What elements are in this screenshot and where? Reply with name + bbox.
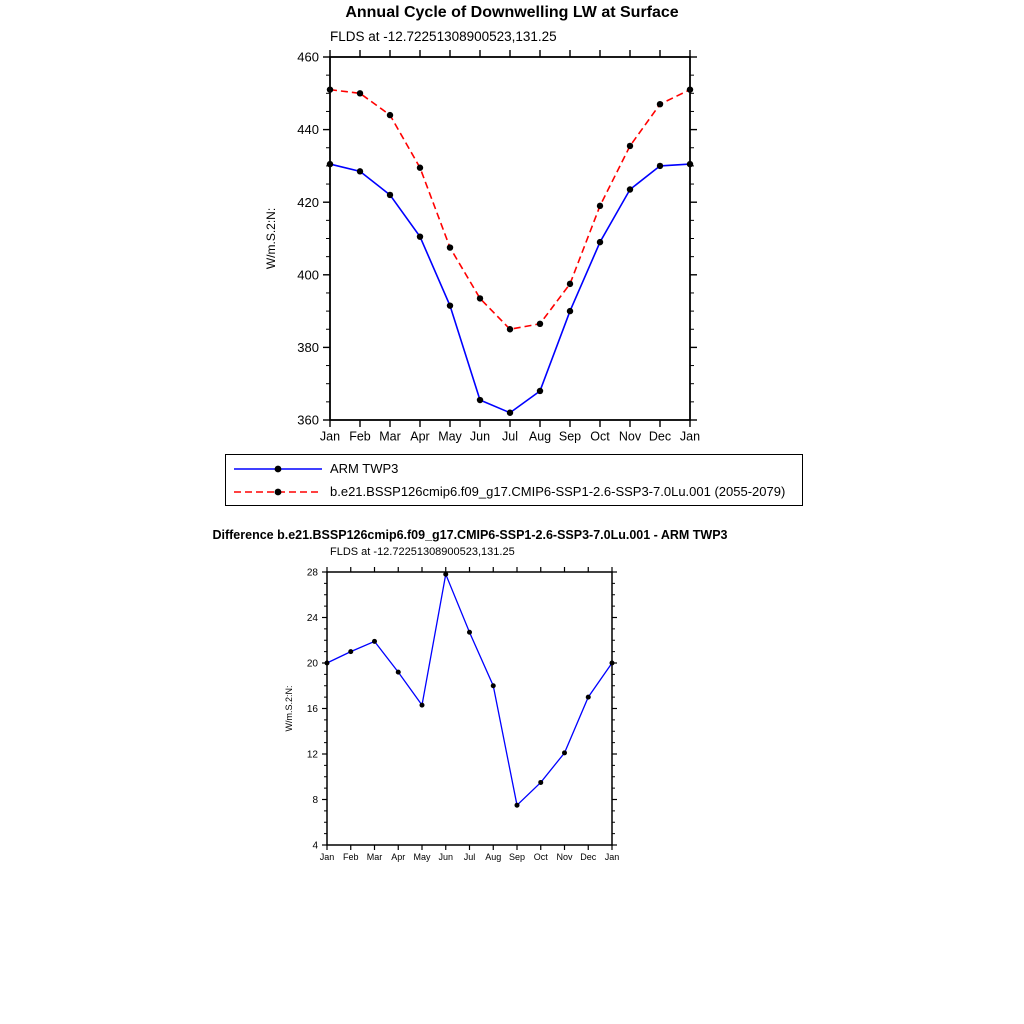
y-tick-label: 20 bbox=[306, 658, 318, 670]
annual-cycle-chart-subtitle: FLDS at -12.72251308900523,131.25 bbox=[330, 29, 557, 44]
legend-entry-model bbox=[230, 480, 798, 503]
model-line-sample bbox=[230, 484, 326, 500]
legend-label-arm-twp3: ARM TWP3 bbox=[330, 461, 399, 476]
x-tick-label: Jun bbox=[469, 429, 491, 444]
x-tick-label: Sep bbox=[558, 429, 582, 444]
series-1 bbox=[327, 86, 693, 332]
y-tick-label: 28 bbox=[306, 567, 318, 579]
x-tick-label: Dec bbox=[648, 429, 672, 444]
x-tick-label: Nov bbox=[618, 429, 642, 444]
arm-twp3-line-sample bbox=[230, 461, 326, 477]
difference-chart-title: Difference b.e21.BSSP126cmip6.f09_g17.CMIP6-SSP1-2.6-SSP3-7.0Lu.001 - ARM TWP3 bbox=[212, 528, 728, 542]
x-tick-label: Nov bbox=[556, 852, 573, 862]
x-tick-label: Jul bbox=[502, 429, 518, 444]
annual-cycle-plot bbox=[255, 45, 725, 455]
y-axis-label: W/m.S.2:N: bbox=[284, 685, 294, 732]
x-tick-label: Jan bbox=[604, 852, 620, 862]
x-tick-label: Jan bbox=[319, 852, 335, 862]
y-tick-label: 16 bbox=[306, 704, 318, 715]
y-tick-label: 4 bbox=[312, 840, 318, 852]
axes bbox=[307, 567, 619, 862]
y-axis-label: W/m.S.2:N: bbox=[264, 207, 278, 270]
x-tick-label: Jan bbox=[319, 429, 341, 444]
legend bbox=[225, 454, 803, 506]
y-tick-label: 420 bbox=[297, 194, 319, 210]
x-tick-label: Feb bbox=[349, 429, 371, 444]
series-0 bbox=[327, 161, 693, 416]
y-tick-label: 440 bbox=[297, 122, 319, 138]
difference-chart-subtitle: FLDS at -12.72251308900523,131.25 bbox=[330, 546, 515, 558]
x-tick-label: Aug bbox=[485, 852, 502, 862]
x-tick-label: Mar bbox=[366, 852, 383, 862]
y-tick-label: 12 bbox=[306, 749, 318, 761]
y-tick-label: 360 bbox=[297, 412, 319, 428]
y-tick-label: 380 bbox=[297, 339, 319, 355]
x-tick-label: Aug bbox=[528, 429, 552, 444]
x-tick-label: Dec bbox=[580, 852, 597, 862]
y-tick-label: 24 bbox=[306, 613, 318, 624]
x-tick-label: Oct bbox=[590, 429, 610, 444]
legend-label-model: b.e21.BSSP126cmip6.f09_g17.CMIP6-SSP1-2.6-SSP3-7.0Lu.001 (2055-2079) bbox=[330, 484, 786, 499]
difference-plot bbox=[280, 558, 640, 880]
y-tick-label: 8 bbox=[312, 795, 318, 806]
x-tick-label: Apr bbox=[410, 429, 430, 444]
x-tick-label: Mar bbox=[379, 429, 401, 444]
x-tick-label: Apr bbox=[391, 852, 406, 862]
y-tick-label: 400 bbox=[297, 267, 319, 283]
axes bbox=[297, 50, 700, 444]
annual-cycle-chart-title: Annual Cycle of Downwelling LW at Surface bbox=[345, 4, 679, 21]
x-tick-label: Jul bbox=[463, 852, 476, 862]
legend-entry-arm-twp3 bbox=[230, 457, 798, 480]
x-tick-label: Jan bbox=[679, 429, 701, 444]
x-tick-label: May bbox=[438, 429, 462, 444]
x-tick-label: Jun bbox=[438, 852, 454, 862]
x-tick-label: Oct bbox=[533, 852, 548, 862]
x-tick-label: Feb bbox=[342, 852, 359, 862]
x-tick-label: May bbox=[413, 852, 431, 862]
x-tick-label: Sep bbox=[508, 852, 526, 862]
series-0 bbox=[325, 572, 615, 808]
y-tick-label: 460 bbox=[297, 49, 319, 65]
